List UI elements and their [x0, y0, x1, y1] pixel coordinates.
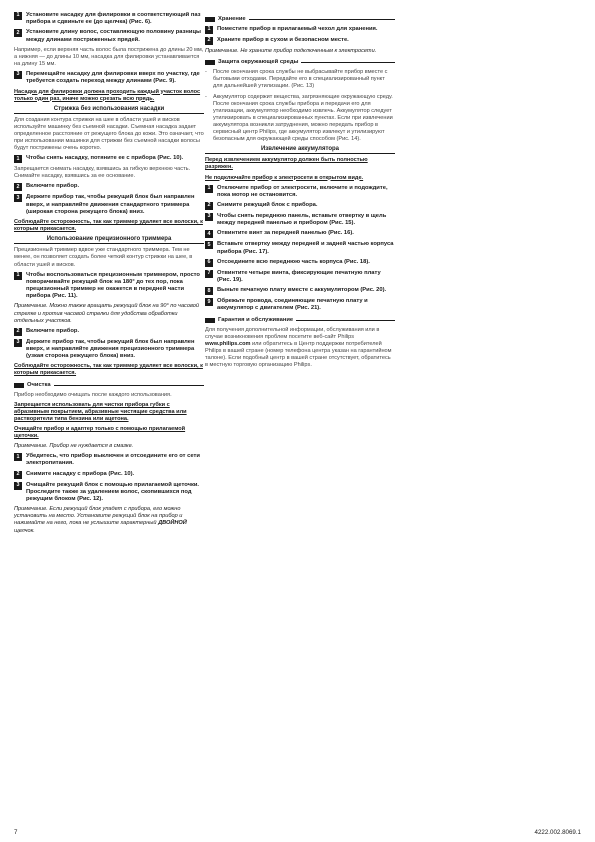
section-heading: Стрижка без использования насадки — [14, 106, 204, 114]
bullet-dash: - — [205, 69, 207, 76]
step — [205, 213, 395, 227]
divider — [301, 62, 395, 63]
section-marker — [205, 17, 215, 22]
step-text: Вставьте отвертку между передней и задней частью корпуса прибора (Рис. 17). — [217, 241, 394, 255]
section-title: Хранение — [218, 16, 246, 22]
step-number: 2 — [205, 202, 213, 210]
list-item-text: После окончания срока службы не выбрасывайте прибор вместе с бытовыми отходами. Передайте его в специализированный пункт для дальнейшей утилизации. (Рис. 13) — [213, 69, 388, 90]
step-number: 1 — [14, 155, 22, 163]
step — [14, 194, 204, 216]
website-link[interactable]: www.philips.com — [205, 340, 251, 347]
step — [14, 29, 204, 43]
step — [205, 202, 395, 210]
step-text: Отсоедините всю переднюю часть корпуса (Рис. 18). — [217, 258, 370, 265]
warning: Запрещается использовать для чистки прибора губки с абразивным покрытием, абразивные чистящие средства или растворители типа бензина или ацетона. — [14, 401, 187, 422]
step — [14, 471, 204, 479]
step-number: 6 — [205, 259, 213, 267]
step — [14, 183, 204, 191]
section-bar — [205, 16, 395, 23]
divider — [249, 19, 395, 20]
paragraph — [205, 327, 395, 370]
step-text: Держите прибор так, чтобы режущий блок был направлен вверх, и направляйте движения прецизионного триммера (узкая сторона режущего блока) вниз. — [26, 338, 195, 360]
page-number: 7 — [14, 829, 18, 836]
step — [205, 26, 395, 34]
step-text: Снимите насадку с прибора (Рис. 10). — [26, 470, 135, 477]
note: Примечание. Прибор не нуждается в смазке. — [14, 443, 134, 450]
list-item — [205, 69, 395, 90]
step-number: 3 — [14, 339, 22, 347]
step-text: Отвинтите винт за передней панелью (Рис. 16). — [217, 230, 354, 237]
step — [205, 37, 395, 45]
step-text: Чтобы снять насадку, потяните ее с прибора (Рис. 10). — [26, 155, 184, 162]
section-title: Защита окружающей среды — [218, 59, 299, 66]
step-text: Поместите прибор в прилагаемый чехол для хранения. — [217, 26, 378, 33]
step — [205, 270, 395, 284]
step-number: 2 — [14, 183, 22, 191]
step-text: Обрежьте провода, соединяющие печатную плату и аккумулятор с двигателем (Рис. 21). — [217, 298, 368, 312]
step-number: 5 — [205, 241, 213, 249]
note-text: Примечание. Если режущий блок упадет с прибора, его можно установить на место. Установите режущий блок на прибор и нажимайте на него, пока не услышите характерный — [14, 506, 183, 527]
step-number: 9 — [205, 298, 213, 306]
step-number: 7 — [205, 270, 213, 278]
step — [14, 328, 204, 336]
section-bar — [205, 59, 395, 66]
step — [205, 185, 395, 199]
note-emphasis: ДВОЙНОЙ — [158, 520, 187, 527]
list-item-text: Аккумулятор содержит вещества, загрязняющие окружающую среду. После окончания срока службы прибора и передачи его для утилизации, аккумулятор необходимо извлечь. Аккумулятор следует утилизировать в специализированных пунктах. Если при извлечении аккумулятора возникли затруднения, можно передать прибор в сервисный центр Philips, где аккумулятор извлекут и утилизируют безопасным для окружающей среды способом (Рис. 14). — [213, 93, 393, 143]
step — [14, 272, 204, 301]
warning: Соблюдайте осторожность, так как триммер удаляет все волоски, к которым прикасается. — [14, 363, 203, 377]
step-text: Установите длину волос, составляющую половину разницы между длинами постриженных прядей. — [26, 29, 201, 43]
section-heading: Извлечение аккумулятора — [205, 146, 395, 154]
step-number: 2 — [14, 328, 22, 336]
step-number: 1 — [205, 185, 213, 193]
paragraph: Прибор необходимо очищать после каждого использования. — [14, 391, 172, 398]
step-number: 1 — [205, 26, 213, 34]
note: Примечание. Можно также вращать режущий блок на 90° по часовой стрелке и против часовой стрелки для удобства обработки отдельных участков. — [14, 303, 199, 324]
right-column — [205, 12, 395, 372]
paragraph: Например, если верхняя часть волос была пострижена до длины 20 мм, а нижняя — до длины 10 мм, насадка для филировки устанавливается на длину 15 мм. — [14, 46, 204, 67]
step-number: 3 — [14, 71, 22, 79]
document-code: 4222.002.8069.1 — [534, 829, 581, 836]
step-text: Отключите прибор от электросети, включите и подождите, пока мотор не остановится. — [217, 184, 388, 198]
paragraph-text: Для получения дополнительной информации, обслуживания или в случае возникновения проблем посетите веб-сайт Philips — [205, 326, 380, 340]
step — [14, 339, 204, 361]
warning: Очищайте прибор и адаптер только с помощью прилагаемой щеточки. — [14, 425, 186, 440]
step — [14, 482, 204, 504]
step-text: Убедитесь, что прибор выключен и отсоедините его от сети электропитания. — [26, 453, 200, 467]
step — [14, 453, 204, 467]
paragraph: Запрещается снимать насадку, взявшись за гибкую верхнюю часть. Снимайте насадку, взявшись за ее основание. — [14, 166, 191, 180]
section-marker — [205, 60, 215, 65]
step-text: Чтобы снять переднюю панель, вставьте отвертку в щель между передней панелью и прибором (Рис. 15). — [217, 213, 387, 227]
section-title: Очистка — [27, 381, 51, 388]
step-number: 2 — [14, 471, 22, 479]
section-heading: Использование прецизионного триммера — [14, 236, 204, 244]
step-number: 3 — [14, 194, 22, 202]
step-text: Храните прибор в сухом и безопасном месте. — [217, 37, 349, 44]
step-text: Включите прибор. — [26, 327, 80, 334]
step-text: Отвинтите четыре винта, фиксирующие печатную плату (Рис. 19). — [217, 269, 381, 284]
step-number: 4 — [205, 230, 213, 238]
step-number: 2 — [14, 29, 22, 37]
step — [14, 155, 204, 163]
paragraph: Для создания контура стрижки на шее в области ушей и висков используйте машинку без съемной насадки. Съемная насадка задает определенное расстояние от режущего блока до кожи. Это означает, что при использовании машинки для стрижки без съемной насадки волосы будут пострижены очень коротко. — [14, 116, 204, 152]
step-number: 2 — [205, 37, 213, 45]
section-marker — [205, 318, 215, 323]
note — [14, 506, 204, 534]
step — [205, 259, 395, 267]
warning: Соблюдайте осторожность, так как триммер удаляет все волоски, к которым прикасается. — [14, 219, 203, 233]
step-text: Очищайте режущий блок с помощью прилагаемой щеточки. Проследите также за удалением волос, скопившихся под режущим блоком (Рис. 12). — [26, 481, 200, 503]
step-number: 1 — [14, 272, 22, 280]
left-column — [14, 12, 204, 538]
step-text: Снимите режущий блок с прибора. — [217, 202, 318, 208]
step-text: Выньте печатную плату вместе с аккумулятором (Рис. 20). — [217, 287, 387, 294]
note: Примечание. Не храните прибор подключенным к электросети. — [205, 48, 377, 55]
paragraph: Прецизионный триммер вдвое уже стандартного триммера. Тем не менее, он позволяет создать более четкий контур стрижки на шее, в области ушей и висков. — [14, 247, 193, 268]
step-text: Перемещайте насадку для филировки вверх по участку, где требуется создать переход между длинами (Рис. 9). — [26, 71, 200, 85]
step — [14, 71, 204, 85]
step — [14, 12, 204, 26]
divider — [296, 320, 395, 321]
step-text: Установите насадку для филировки в соответствующий паз прибора и сдвиньте ее (до щелчка) (Рис. 6). — [26, 12, 201, 26]
step-number: 1 — [14, 453, 22, 461]
paragraph-text: или обратитесь в Центр поддержки потребителей Philips в вашей стране (номер телефона центра указан на гарантийном талоне). Если подобный центр в вашей стране отсутствует, обратитесь в местную торговую организацию Philips. — [205, 340, 392, 369]
step-text: Держите прибор так, чтобы режущий блок был направлен вверх, и направляйте движения стандартного триммера (широкая сторона режущего блока) вниз. — [26, 194, 195, 215]
section-marker — [14, 383, 24, 388]
step — [205, 287, 395, 295]
bullet-dash: - — [205, 93, 207, 100]
step-number: 3 — [205, 213, 213, 221]
step — [205, 298, 395, 312]
step-number: 8 — [205, 287, 213, 295]
warning: Не подключайте прибор к электросети в открытом виде. — [205, 174, 364, 181]
step — [205, 241, 395, 255]
step-number: 1 — [14, 12, 22, 20]
step-number: 3 — [14, 482, 22, 490]
section-bar — [205, 317, 395, 324]
step-text: Чтобы воспользоваться прецизионным триммером, просто поворачивайте режущий блок на 180° до тех пор, пока прецизионный триммер не окажется в передней части прибора (Рис. 11). — [26, 271, 200, 300]
section-title: Гарантия и обслуживание — [218, 316, 294, 323]
divider — [54, 385, 204, 386]
section-bar — [14, 382, 204, 389]
warning: Насадка для филировки должна проходить каждый участок волос только один раз, иначе можно срезать всю прядь. — [14, 88, 201, 102]
warning: Перед извлечением аккумулятор должен быть полностью разряжен. — [205, 157, 368, 171]
step-text: Включите прибор. — [26, 183, 80, 190]
list-item — [205, 94, 395, 144]
step — [205, 230, 395, 238]
note-text: щелчок. — [14, 527, 35, 534]
